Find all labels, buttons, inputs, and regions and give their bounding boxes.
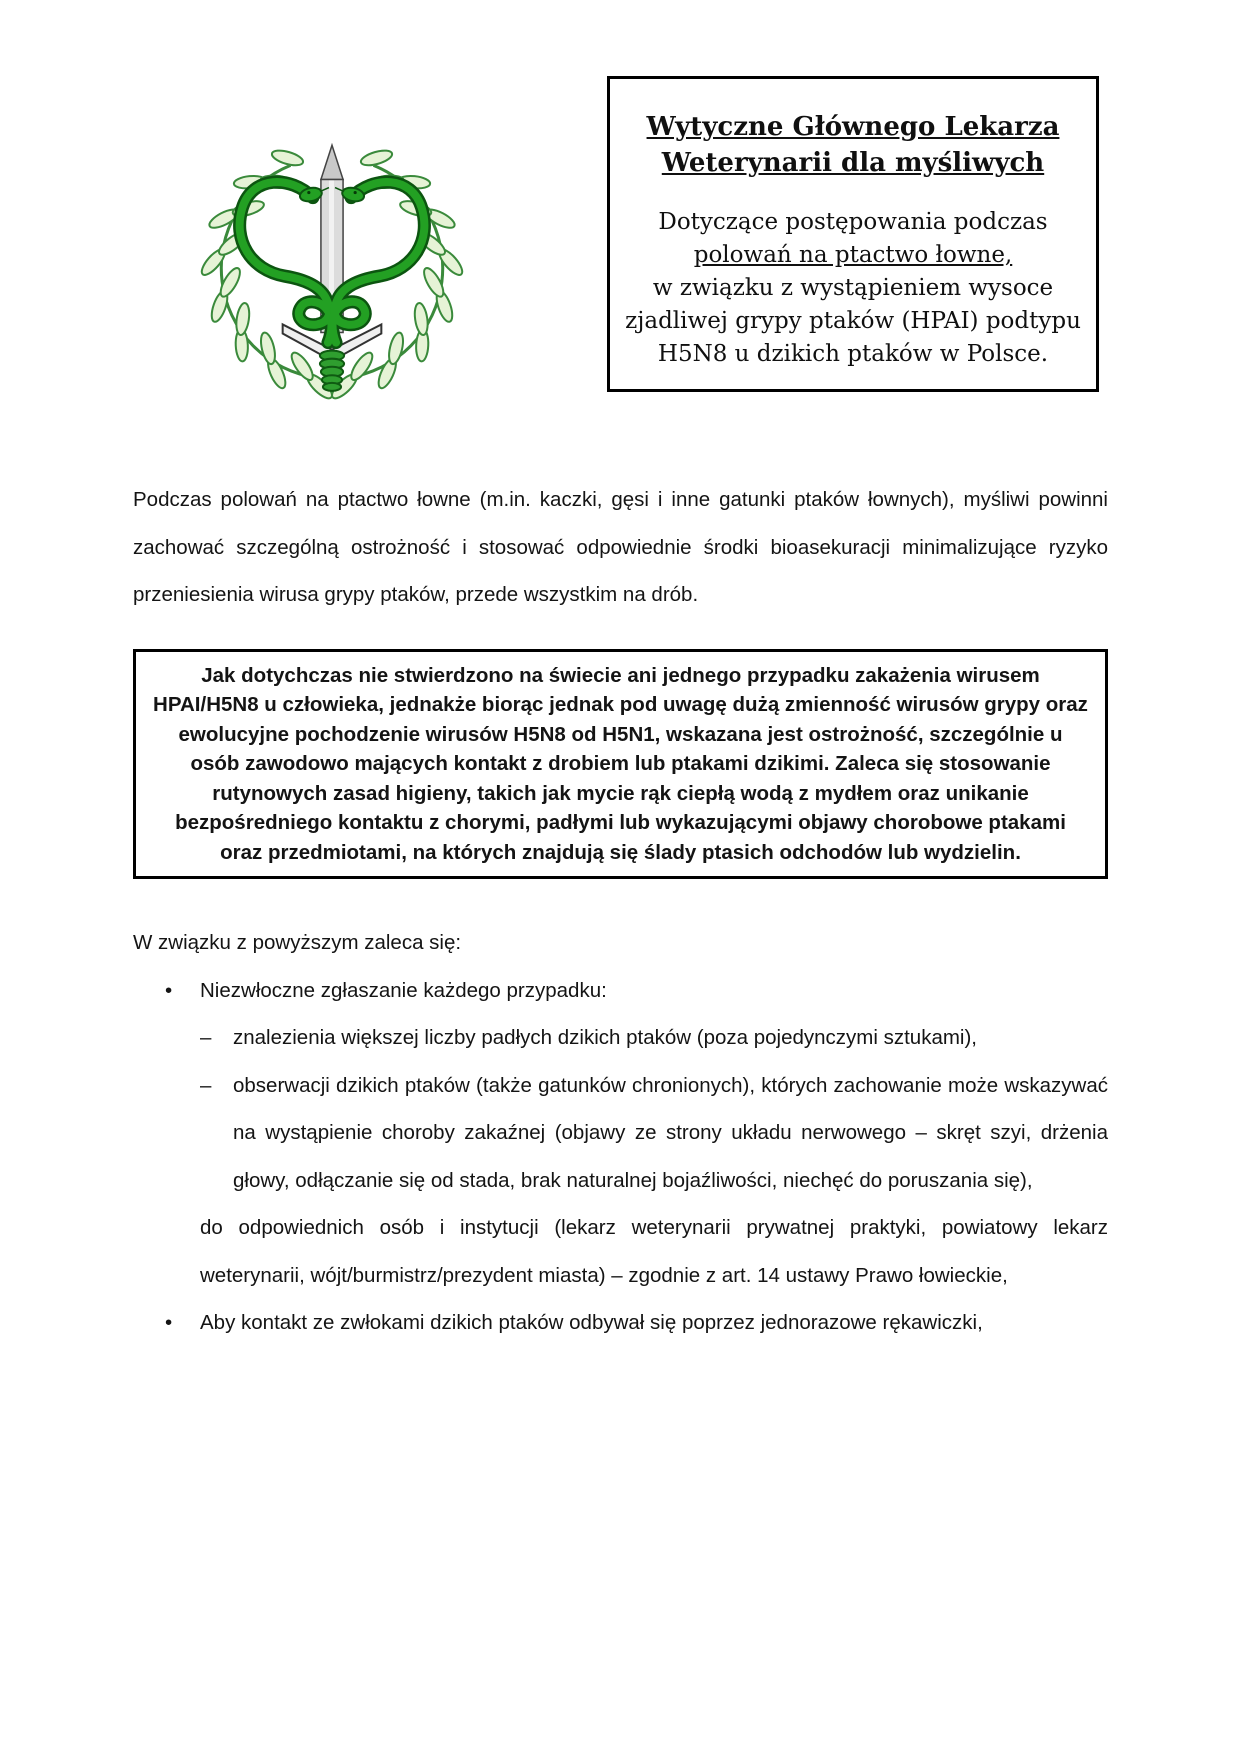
recommendations-intro: W związku z powyższym zaleca się:: [133, 931, 462, 954]
bullet-marker: •: [165, 978, 173, 1002]
warning-box: Jak dotychczas nie stwierdzono na świecie ani jednego przypadku zakażenia wirusem HPAI/H5N8 u człowieka, jednakże biorąc jednak pod uwagę dużą zmienność wirusów grypy oraz ewolucyjne pochodzenie wirusów H5N8 od H5N1, wskazana jest ostrożność, szczególnie u osób zawodowo mających kontakt z drobiem lub ptakami dzikimi. Zaleca się stosowanie rutynowych zasad higieny, takich jak mycie rąk ciepłą wodą z mydłem oraz unikanie bezpośredniego kontaktu z chorymi, padłymi lub wykazującymi objawy chorobowe ptakami oraz przedmiotami, na których znajdują się ślady ptasich odchodów lub wydzielin.: [133, 649, 1108, 880]
document-subtitle: [610, 206, 1096, 371]
list-continuation-text: do odpowiednich osób i instytucji (lekarz weterynarii prywatnej praktyki, powiatowy lekarz weterynarii, wójt/burmistrz/prezydent miasta) – zgodnie z art. 14 ustawy Prawo łowieckie,: [200, 1216, 1108, 1287]
dash-marker: –: [200, 1073, 212, 1097]
dash-marker: –: [200, 1026, 212, 1049]
subtitle-line-3: w związku z wystąpieniem wysoce: [652, 275, 1054, 301]
list-subitem: [133, 1062, 1108, 1205]
title-line-1: Wytyczne Głównego Lekarza: [646, 112, 1060, 142]
veterinary-inspection-logo-icon: [186, 116, 478, 400]
list-subitem-text: obserwacji dzikich ptaków (także gatunków chronionych), których zachowanie może wskazywać na wystąpienie choroby zakaźnej (objawy ze strony układu nerwowego – skręt szyi, drżenia głowy, odłączanie się od stada, brak naturalnej bojaźliwości, niechęć do poruszania się),: [233, 1073, 1108, 1192]
title-box: [607, 76, 1099, 392]
bullet-marker: •: [165, 1311, 173, 1334]
subtitle-line-1: Dotyczące postępowania podczas: [658, 209, 1048, 235]
list-item-text: Aby kontakt ze zwłokami dzikich ptaków odbywał się poprzez jednorazowe rękawiczki,: [200, 1311, 983, 1334]
document-title: [610, 109, 1096, 181]
subtitle-line-2: polowań na ptactwo łowne,: [693, 242, 1013, 268]
intro-paragraph: Podczas polowań na ptactwo łowne (m.in. kaczki, gęsi i inne gatunki ptaków łownych), myśliwi powinni zachować szczególną ostrożność i stosować odpowiednie środki bioasekuracji minimalizujące ryzyko przeniesienia wirusa grypy ptaków, przede wszystkim na drób.: [133, 488, 1108, 606]
list-item-continuation: [133, 1204, 1108, 1299]
subtitle-line-5: H5N8 u dzikich ptaków w Polsce.: [657, 341, 1049, 367]
subtitle-line-4: zjadliwej grypy ptaków (HPAI) podtypu: [625, 308, 1081, 334]
list-item-text: Niezwłoczne zgłaszanie każdego przypadku:: [200, 978, 607, 1002]
document-body: [133, 476, 1108, 1347]
list-item: [133, 967, 1108, 1015]
list-subitem-text: znalezienia większej liczby padłych dzikich ptaków (poza pojedynczymi sztukami),: [233, 1026, 978, 1049]
list-item: [133, 1299, 1108, 1347]
title-line-2: Weterynarii dla myśliwych: [661, 148, 1045, 178]
list-subitem: [133, 1014, 1108, 1062]
